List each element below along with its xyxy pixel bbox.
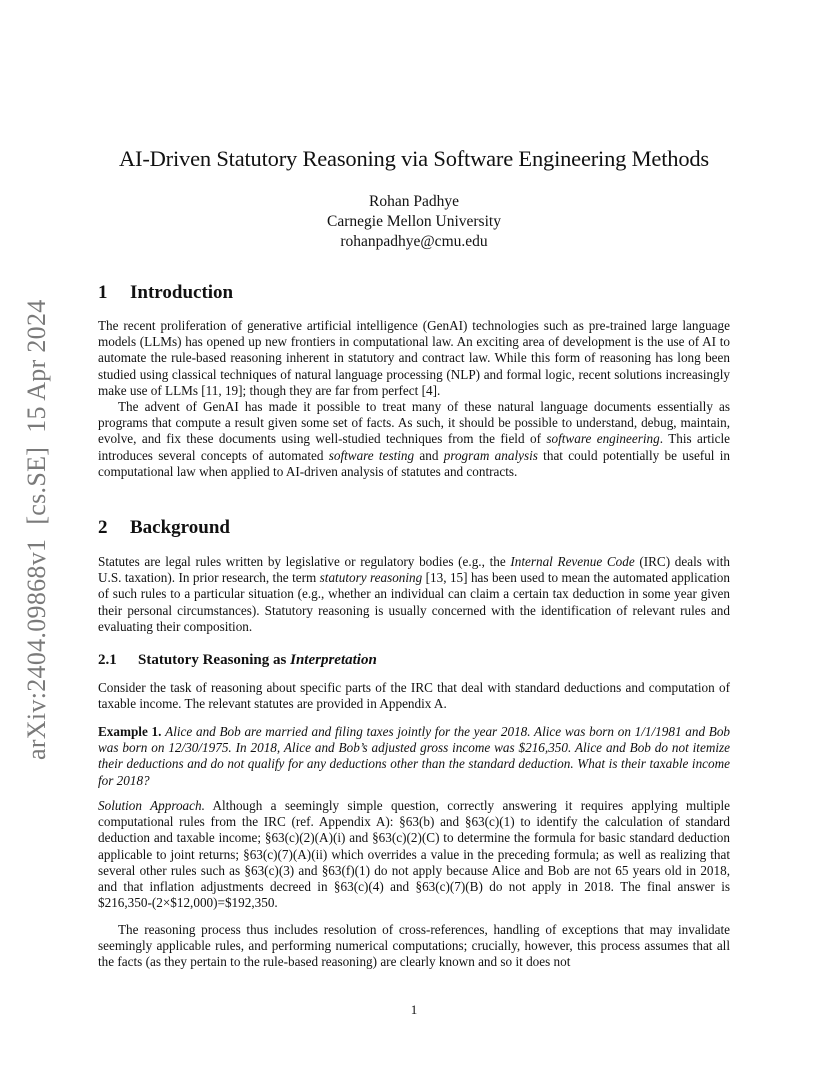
section-heading-introduction: [98, 282, 233, 304]
subsection-paragraph-last: The reasoning process thus includes resolution of cross-references, handling of exceptions that may invalidate seemingly applicable rules, and performing numerical computations; crucially, however, this process assumes that all the facts (as they pertain to the rule-based reasoning) are clearly known and so it does not: [98, 922, 730, 970]
author-name: Rohan Padhye: [369, 193, 459, 210]
section-title: Background: [130, 517, 230, 538]
author-block: [98, 192, 730, 252]
subsection-number: 2.1: [98, 652, 117, 668]
background-p1-emphasis-statutory-reasoning: statutory reasoning: [319, 570, 423, 586]
example-1: [98, 724, 730, 789]
intro-p2-emphasis-program-analysis: program analysis: [443, 447, 538, 463]
background-p1-emphasis-irc: Internal Revenue Code: [510, 554, 635, 569]
arxiv-category: [cs.SE]: [22, 446, 51, 525]
subsection-paragraph-1: Consider the task of reasoning about specific parts of the IRC that deal with standard deductions and computation of taxable income. The relevant statutes are provided in Appendix A.: [98, 680, 730, 712]
intro-paragraph-1: The recent proliferation of generative artificial intelligence (GenAI) technologies such as pre-trained large language models (LLMs) has opened up new frontiers in computational law. An exciting area of development is the use of AI to automate the rule-based reasoning inherent in statutory and contract law. While this form of reasoning has long been studied using classical techniques of natural language processing (NLP) and formal logic, recent solutions increasingly make use of LLMs [11, 19]; though they are far from perfect [4].: [98, 318, 730, 398]
section-title: Introduction: [130, 282, 234, 303]
solution-label: Solution Approach.: [98, 798, 205, 813]
section-heading-background: [98, 517, 230, 539]
paper-title: AI-Driven Statutory Reasoning via Software Engineering Methods: [119, 146, 709, 171]
section-number: 2: [98, 517, 108, 538]
intro-p2-text-d: that could potentially be useful in computational law when applied to AI-driven analysis of statutes and contracts.: [98, 447, 730, 479]
subsection-title-emphasis: Interpretation: [290, 652, 377, 668]
background-p1-text-a: Statutes are legal rules written by legislative or regulatory bodies (e.g., the: [98, 554, 511, 569]
intro-p2-emphasis-software-testing: software testing: [328, 447, 415, 463]
example-text: Alice and Bob are married and filing taxes jointly for the year 2018. Alice was born on 1/1/1981 and Bob was born on 12/30/1975. In 2018, Alice and Bob’s adjusted gross income was $216,350. Alice and Bob do not itemize their deductions and do not qualify for any deductions other than the standard deduction. What is their taxable income for 2018?: [98, 724, 731, 788]
intro-p2-text-a: The advent of GenAI has made it possible to treat many of these natural language documents essentially as programs that compute a result given some set of facts. As such, it should be possible to understand, debug, maintain, evolve, and fix these documents using well-studied techniques from the field of: [98, 399, 730, 447]
arxiv-id: arXiv:2404.09868v1: [22, 538, 51, 760]
example-label: Example 1.: [98, 724, 162, 739]
intro-p2-text-b: . This article introduces several concepts of automated: [98, 431, 730, 463]
author-affiliation: Carnegie Mellon University: [327, 213, 501, 230]
background-p1-text-c: [13, 15] has been used to mean the automated application of such rules to a particular situation (e.g., whether an individual can claim a certain tax deduction in some year given their personal circumstances). Statutory reasoning is usually concerned with the identification of relevant rules and evaluating their composition.: [98, 570, 730, 634]
intro-p2-text-c: and: [414, 447, 444, 463]
subsection-heading-interpretation: [98, 652, 377, 669]
background-paragraph-1: [98, 554, 730, 635]
author-email: rohanpadhye@cmu.edu: [340, 233, 488, 250]
section-number: 1: [98, 282, 108, 303]
arxiv-date: 15 Apr 2024: [22, 299, 51, 433]
solution-text: Although a seemingly simple question, correctly answering it requires applying multiple computational rules from the IRC (ref. Appendix A): §63(b) and §63(c)(1) to identify the calculation of standard deduction and taxable income; §63(c)(2)(A)(i) and §63(c)(2)(C) to determine the formula for basic standard deduction applicable to joint returns; §63(c)(7)(A)(ii) which overrides a value in the preceding formula; as well as realizing that several other rules such as §63(c)(3) and §63(f)(1) do not apply because Alice and Bob are not 65 years old in 2018, and that inflation adjustments decreed in §63(c)(4) and §63(c)(7)(B) do not apply in 2018. The final answer is $216,350-(2×$12,000)=$192,350.: [98, 798, 730, 911]
page-number: 1: [410, 1002, 418, 1017]
solution-approach: [98, 798, 730, 911]
arxiv-identifier: [22, 280, 52, 760]
background-p1-text-b: (IRC) deals with U.S. taxation). In prior research, the term: [98, 554, 731, 586]
subsection-title: Statutory Reasoning as: [138, 652, 291, 668]
intro-p2-emphasis-software-engineering: software engineering: [546, 431, 660, 447]
intro-paragraph-2: [98, 399, 730, 480]
